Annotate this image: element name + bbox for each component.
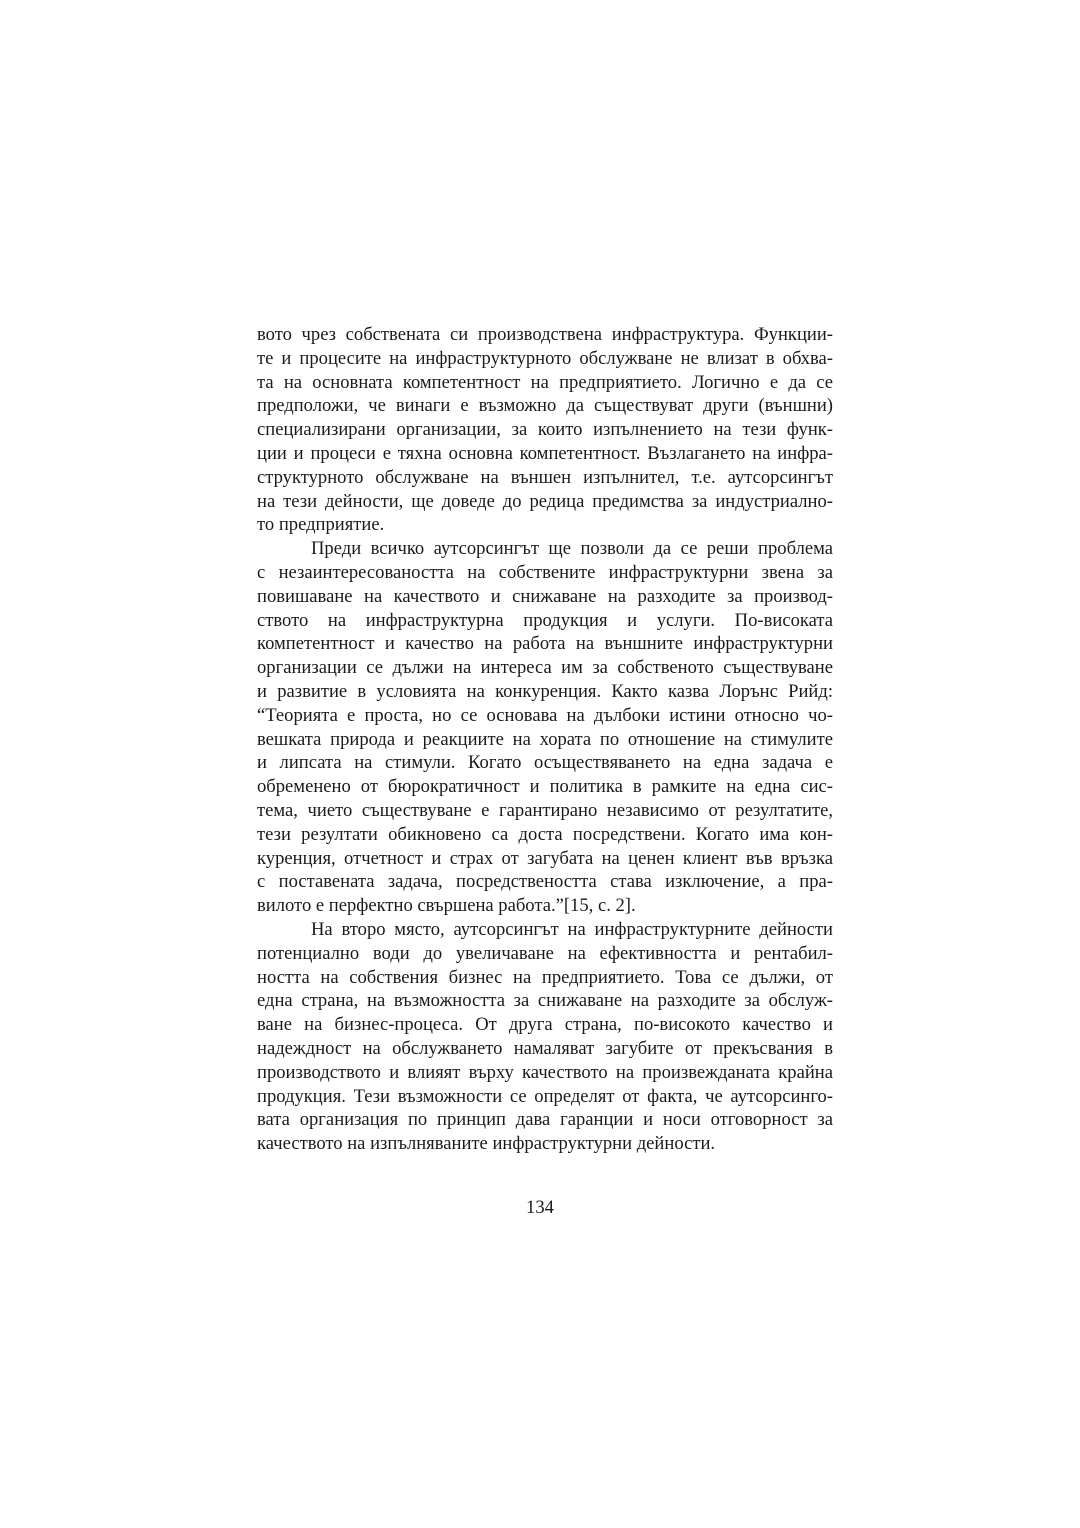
text-line: организации се дължи на интереса им за собственото съществуване	[257, 657, 833, 679]
text-line: тези резултати обикновено са доста посредствени. Когато има кон-	[257, 823, 833, 845]
page-number: 134	[526, 1197, 554, 1218]
text-line: и липсата на стимули. Когато осъществяването на една задача е	[257, 752, 833, 774]
paragraph	[257, 323, 833, 537]
text-line: потенциално води до увеличаване на ефективността и рентабил-	[257, 942, 833, 964]
text-line: та на основната компетентност на предприятието. Логично е да се	[257, 371, 833, 393]
text-line: вото чрез собствената си производствена инфраструктура. Функции-	[257, 324, 833, 345]
text-line: “Теорията е проста, но се основава на дълбоки истини относно чо-	[257, 704, 833, 726]
text-line: продукция. Тези възможности се определят от факта, че аутсорсинго-	[257, 1085, 833, 1107]
paragraph	[257, 537, 833, 918]
text-line: На второ място, аутсорсингът на инфраструктурните дейности	[311, 918, 833, 940]
text-line: куренция, отчетност и страх от загубата на ценен клиент във връзка	[257, 847, 833, 869]
text-line: то предприятие.	[257, 514, 385, 536]
text-line: една страна, на възможността за снижаване на разходите за обслуж-	[257, 990, 833, 1012]
text-line: Преди всичко аутсорсингът ще позволи да се реши проблема	[311, 538, 833, 560]
text-line: компетентност и качество на работа на външните инфраструктурни	[257, 633, 833, 655]
text-line: производството и влияят върху качеството на произвежданата крайна	[257, 1061, 833, 1083]
text-line: предположи, че винаги е възможно да съществуват други (външни)	[257, 395, 833, 417]
text-line: те и процесите на инфраструктурното обслужване не влизат в обхва-	[257, 347, 833, 369]
text-line: специализирани организации, за които изпълнението на тези функ-	[257, 419, 833, 441]
text-line: с поставената задача, посредствеността става изключение, а пра-	[257, 871, 833, 893]
text-line: тема, чието съществуване е гарантирано независимо от резултатите,	[257, 799, 833, 821]
text-line: надеждност на обслужването намаляват загубите от прекъсвания в	[257, 1037, 833, 1059]
text-line: обременено от бюрократичност и политика в рамките на една сис-	[257, 776, 833, 798]
text-line: вата организация по принцип дава гаранции и носи отговорност за	[257, 1109, 833, 1131]
text-line: вилото е перфектно свършена работа.”[15, с. 2].	[257, 895, 636, 917]
text-line: вешката природа и реакциите на хората по отношение на стимулите	[257, 728, 833, 750]
text-line: качеството на изпълняваните инфраструктурни дейности.	[257, 1133, 716, 1155]
text-line: ване на бизнес-процеса. От друга страна, по-високото качество и	[257, 1014, 833, 1036]
text-line: ции и процеси е тяхна основна компетентност. Възлагането на инфра-	[257, 442, 833, 464]
paragraph	[257, 918, 833, 1156]
text-line: ността на собствения бизнес на предприятието. Това се дължи, от	[257, 966, 833, 988]
text-line: с незаинтересоваността на собствените инфраструктурни звена за	[257, 561, 833, 583]
body-text	[257, 323, 833, 1156]
text-line: структурното обслужване на външен изпълнител, т.е. аутсорсингът	[257, 466, 833, 488]
text-line: ството на инфраструктурна продукция и услуги. По-високата	[257, 609, 833, 631]
text-line: на тези дейности, ще доведе до редица предимства за индустриално-	[257, 490, 833, 512]
text-line: и развитие в условията на конкуренция. Както казва Лорънс Рийд:	[257, 680, 833, 702]
text-line: повишаване на качеството и снижаване на разходите за производ-	[257, 585, 833, 607]
